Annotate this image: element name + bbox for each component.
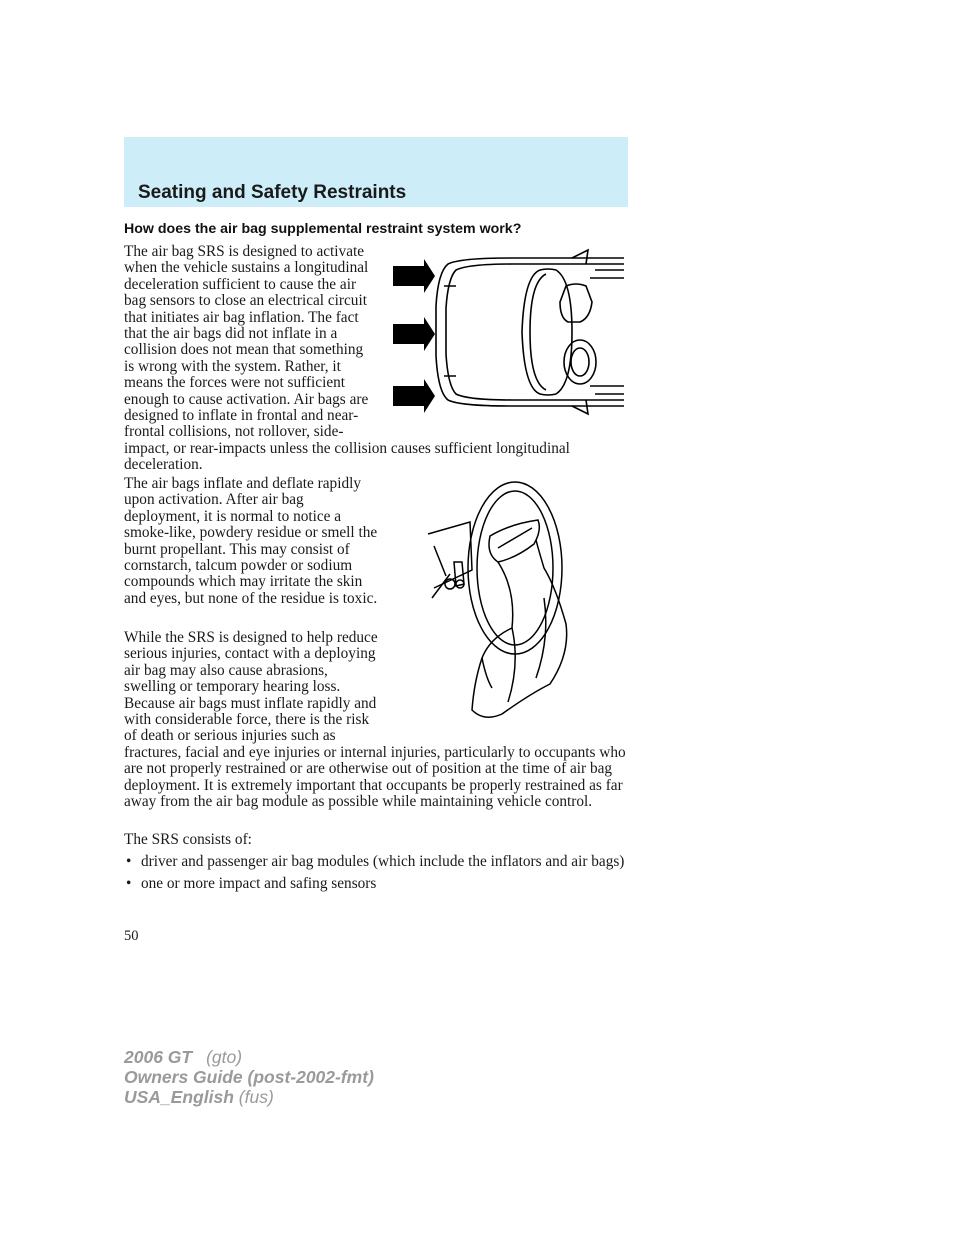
footer-guide-line: [124, 1067, 374, 1087]
paragraph-srs-activation: The air bag SRS is designed to activate when the vehicle sustains a longitudinal deceleration sufficient to cause the air bag sensors to close an electrical circuit that initiates air bag inflation. The fact that the air bags did not inflate in a collision does not mean that something is wrong with the system. Rather, it means the forces were not sufficient enough to cause activation. Air bags are designed to inflate in frontal and near-frontal collisions, not rollover, side-impact, or rear-impacts unless the collision causes sufficient longitudinal deceleration.: [124, 244, 628, 474]
srs-components-list: [124, 854, 628, 899]
section-title: Seating and Safety Restraints: [138, 182, 407, 203]
list-item-text: one or more impact and safing sensors: [141, 875, 377, 893]
footer-model: 2006 GT: [124, 1047, 193, 1067]
bullet-icon: •: [126, 875, 132, 893]
footer-language-code: (fus): [238, 1087, 274, 1107]
footer-guide: Owners Guide (post-2002-fmt): [124, 1067, 374, 1087]
impact-arrow-icon: [393, 259, 435, 293]
paragraph-injuries: While the SRS is designed to help reduce serious injuries, contact with a deploying air bag may also cause abrasions, swelling or temporary hearing loss. Because air bags must inflate rapidly and with considerable force, there is the risk of death or serious injuries such as fractures, facial and eye injuries or internal injuries, particularly to occupants who are not properly restrained or are otherwise out of position at the time of air bag deployment. It is extremely important that occupants be properly restrained as far away from the air bag module as possible while maintaining vehicle control.: [124, 630, 628, 810]
paragraph-residue: The air bags inflate and deflate rapidly upon activation. After air bag deployment, it is normal to notice a smoke-like, powdery residue or smell the burnt propellant. This may consist of cornstarch, talcum powder or sodium compounds which may irritate the skin and eyes, but none of the residue is toxic.: [124, 476, 628, 626]
list-item: [124, 854, 628, 870]
bullet-icon: •: [126, 853, 132, 870]
paragraph-srs-consists: The SRS consists of:: [124, 831, 252, 848]
list-item: [124, 876, 628, 892]
steering-wheel-airbag-illustration: [420, 478, 575, 724]
footer-language-line: [124, 1087, 374, 1107]
car-frontal-impact-illustration: [390, 246, 624, 416]
footer-model-code: (gto): [206, 1047, 243, 1067]
impact-arrow-icon: [393, 379, 435, 413]
list-item-text: driver and passenger air bag modules (which include the inflators and air bags): [141, 853, 625, 870]
steering-wheel-icon: [428, 482, 562, 654]
page-number: 50: [124, 928, 139, 944]
footer-language: USA_English: [124, 1087, 234, 1107]
document-footer: [124, 1047, 374, 1107]
car-outline-icon: [436, 250, 624, 414]
impact-arrow-icon: [393, 317, 435, 351]
footer-model-line: [124, 1047, 374, 1067]
question-heading: How does the air bag supplemental restraint system work?: [124, 221, 522, 237]
